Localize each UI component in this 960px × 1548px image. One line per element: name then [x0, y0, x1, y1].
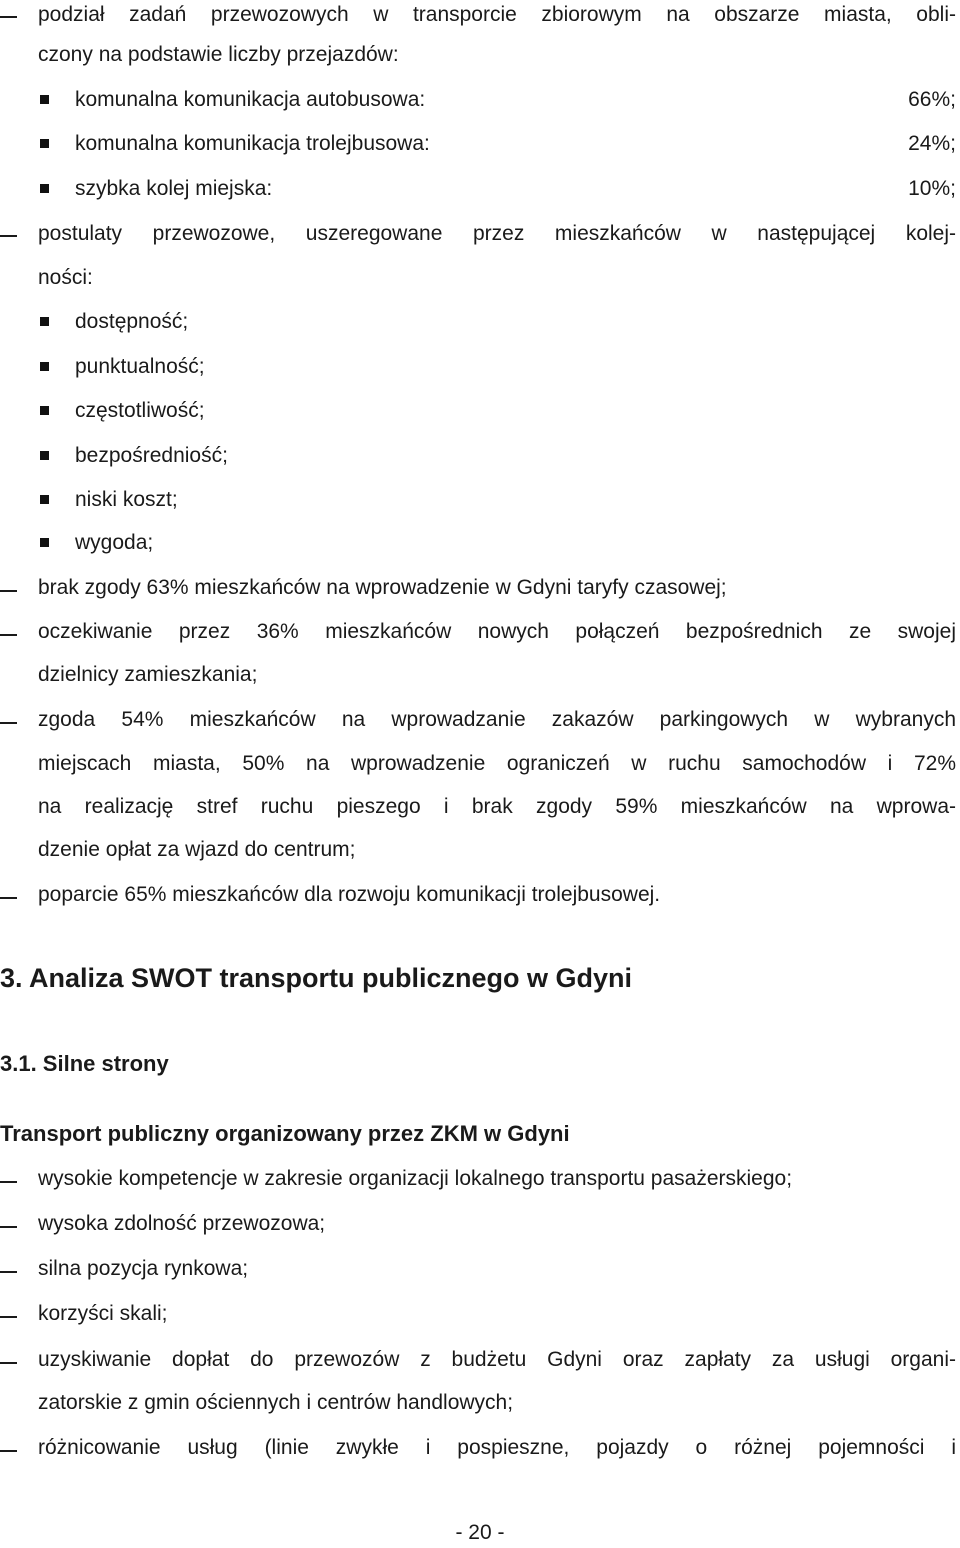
- square-bullet-icon: [40, 317, 49, 326]
- mode-label-bus: komunalna komunikacja autobusowa:: [75, 88, 426, 111]
- postulate-item: bezpośredniość;: [75, 444, 228, 467]
- square-bullet-icon: [40, 362, 49, 371]
- dash-bullet-icon: [0, 897, 17, 899]
- section-heading: 3. Analiza SWOT transportu publicznego w Gdyni: [0, 963, 633, 993]
- postulates-line-2: ności:: [38, 266, 93, 289]
- dash-bullet-icon: [0, 1271, 17, 1273]
- postulate-item: wygoda;: [75, 531, 154, 554]
- square-bullet-icon: [40, 95, 49, 104]
- strength-item-6-line-1: różnicowanie usług (linie zwykłe i pospieszne, pojazdy o różnej pojemności i: [38, 1436, 956, 1459]
- group-title: Transport publiczny organizowany przez ZKM w Gdyni: [0, 1121, 570, 1146]
- strength-item-1: wysokie kompetencje w zakresie organizacji lokalnego transportu pasażerskiego;: [38, 1167, 793, 1190]
- dash-bullet-icon: [0, 722, 17, 724]
- square-bullet-icon: [40, 495, 49, 504]
- square-bullet-icon: [40, 406, 49, 415]
- mode-label-trolleybus: komunalna komunikacja trolejbusowa:: [75, 132, 430, 155]
- postulate-item: dostępność;: [75, 310, 189, 333]
- strength-item-3: silna pozycja rynkowa;: [38, 1257, 249, 1280]
- square-bullet-icon: [40, 451, 49, 460]
- survey-item-3-line-1: zgoda 54% mieszkańców na wprowadzanie zakazów parkingowych w wybranych: [38, 708, 956, 731]
- survey-item-1: brak zgody 63% mieszkańców na wprowadzenie w Gdyni taryfy czasowej;: [38, 576, 727, 599]
- survey-item-3-line-3: na realizację stref ruchu pieszego i brak zgody 59% mieszkańców na wprowa-: [38, 795, 956, 818]
- square-bullet-icon: [40, 538, 49, 547]
- intro-line-2: czony na podstawie liczby przejazdów:: [38, 43, 399, 66]
- dash-bullet-icon: [0, 634, 17, 636]
- strength-item-5-line-2: zatorskie z gmin ościennych i centrów handlowych;: [38, 1391, 514, 1414]
- postulate-item: punktualność;: [75, 355, 205, 378]
- dash-bullet-icon: [0, 235, 17, 237]
- dash-bullet-icon: [0, 1316, 17, 1318]
- square-bullet-icon: [40, 139, 49, 148]
- postulate-item: częstotliwość;: [75, 399, 205, 422]
- mode-label-rail: szybka kolej miejska:: [75, 177, 273, 200]
- survey-item-2-line-1: oczekiwanie przez 36% mieszkańców nowych połączeń bezpośrednich ze swojej: [38, 620, 956, 643]
- intro-line-1: podział zadań przewozowych w transporcie zbiorowym na obszarze miasta, obli-: [38, 3, 956, 26]
- strength-item-4: korzyści skali;: [38, 1302, 168, 1325]
- dash-bullet-icon: [0, 1226, 17, 1228]
- dash-bullet-icon: [0, 590, 17, 592]
- dash-bullet-icon: [0, 1362, 17, 1364]
- survey-item-3-line-2: miejscach miasta, 50% na wprowadzenie ograniczeń w ruchu samochodów i 72%: [38, 752, 956, 775]
- dash-bullet-icon: [0, 1181, 17, 1183]
- square-bullet-icon: [40, 184, 49, 193]
- strength-item-2: wysoka zdolność przewozowa;: [38, 1212, 326, 1235]
- postulates-line-1: postulaty przewozowe, uszeregowane przez mieszkańców w następującej kolej-: [38, 222, 956, 245]
- dash-bullet-icon: [0, 1450, 17, 1452]
- survey-item-2-line-2: dzielnicy zamieszkania;: [38, 663, 258, 686]
- survey-item-4: poparcie 65% mieszkańców dla rozwoju komunikacji trolejbusowej.: [38, 883, 661, 906]
- survey-item-3-line-4: dzenie opłat za wjazd do centrum;: [38, 838, 356, 861]
- dash-bullet-icon: [0, 16, 17, 18]
- strength-item-5-line-1: uzyskiwanie dopłat do przewozów z budżetu Gdyni oraz zapłaty za usługi organi-: [38, 1348, 956, 1371]
- subsection-heading: 3.1. Silne strony: [0, 1051, 169, 1076]
- page-number: - 20 -: [455, 1521, 505, 1544]
- postulate-item: niski koszt;: [75, 488, 178, 511]
